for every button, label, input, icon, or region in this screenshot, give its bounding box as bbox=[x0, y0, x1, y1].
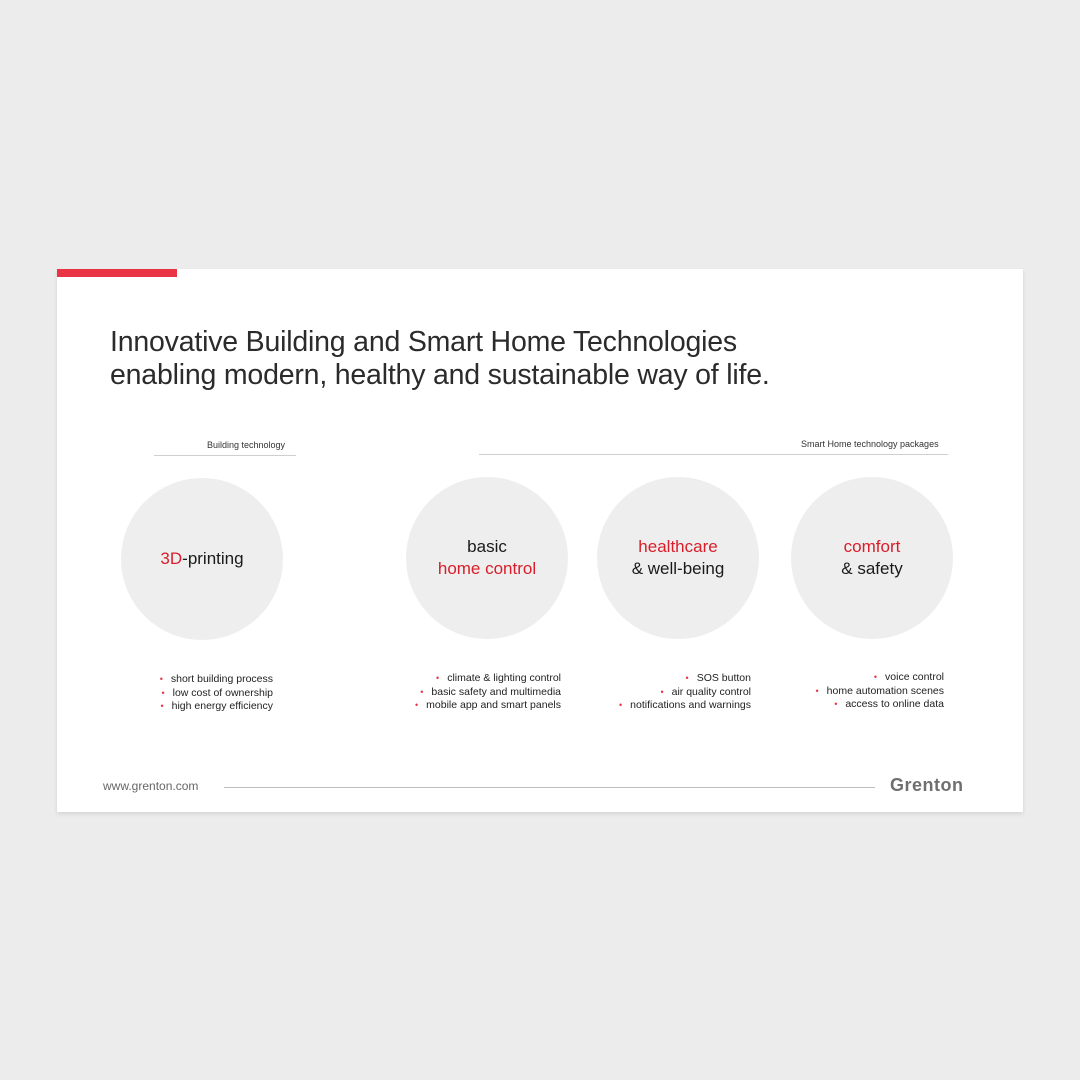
accent-bar bbox=[57, 269, 177, 277]
bullet-list-comfort-safety bbox=[816, 671, 944, 712]
list-item: • voice control bbox=[816, 671, 944, 685]
section-label-smart-home: Smart Home technology packages bbox=[801, 439, 939, 449]
circle-label-line-2: & safety bbox=[841, 559, 903, 578]
circle-label-rest: -printing bbox=[182, 549, 244, 568]
circle-label-line-2: home control bbox=[437, 559, 537, 578]
list-item: • climate & lighting control bbox=[415, 672, 561, 686]
title-line-1: Innovative Building and Smart Home Technologies bbox=[110, 326, 737, 358]
section-label-building: Building technology bbox=[207, 440, 286, 450]
footer-website-link[interactable]: www.grenton.com bbox=[103, 779, 199, 793]
list-item: • access to online data bbox=[816, 698, 944, 712]
list-item: • home automation scenes bbox=[816, 685, 944, 699]
list-item: • notifications and warnings bbox=[619, 699, 751, 713]
section-divider-smart-home bbox=[479, 454, 948, 455]
page-title bbox=[110, 326, 970, 392]
circle-label-line-1: comfort bbox=[843, 537, 901, 556]
list-item: • SOS button bbox=[619, 672, 751, 686]
circle-label-line-1: basic bbox=[467, 537, 507, 556]
footer-divider bbox=[224, 787, 875, 788]
section-divider-building bbox=[154, 455, 296, 456]
circle-label bbox=[160, 548, 243, 570]
bullet-list-healthcare bbox=[619, 672, 751, 713]
list-item: • high energy efficiency bbox=[160, 700, 273, 714]
bullet-list-3d-printing bbox=[160, 673, 273, 714]
grenton-logo: Grenton bbox=[890, 775, 964, 795]
circle-comfort-safety bbox=[791, 477, 953, 639]
circle-label-highlight: 3D bbox=[160, 549, 183, 568]
list-item: • mobile app and smart panels bbox=[415, 699, 561, 713]
circle-3d-printing bbox=[121, 478, 283, 640]
bullet-list-basic-home-control bbox=[415, 672, 561, 713]
slide-card bbox=[57, 269, 1023, 812]
circle-healthcare bbox=[597, 477, 759, 639]
list-item: • short building process bbox=[160, 673, 273, 687]
circle-label-line-2: & well-being bbox=[631, 559, 725, 578]
list-item: • basic safety and multimedia bbox=[415, 686, 561, 700]
title-line-2: enabling modern, healthy and sustainable way of life. bbox=[110, 359, 770, 391]
list-item: • air quality control bbox=[619, 686, 751, 700]
list-item: • low cost of ownership bbox=[160, 687, 273, 701]
circle-basic-home-control bbox=[406, 477, 568, 639]
circle-label-line-1: healthcare bbox=[638, 537, 718, 556]
